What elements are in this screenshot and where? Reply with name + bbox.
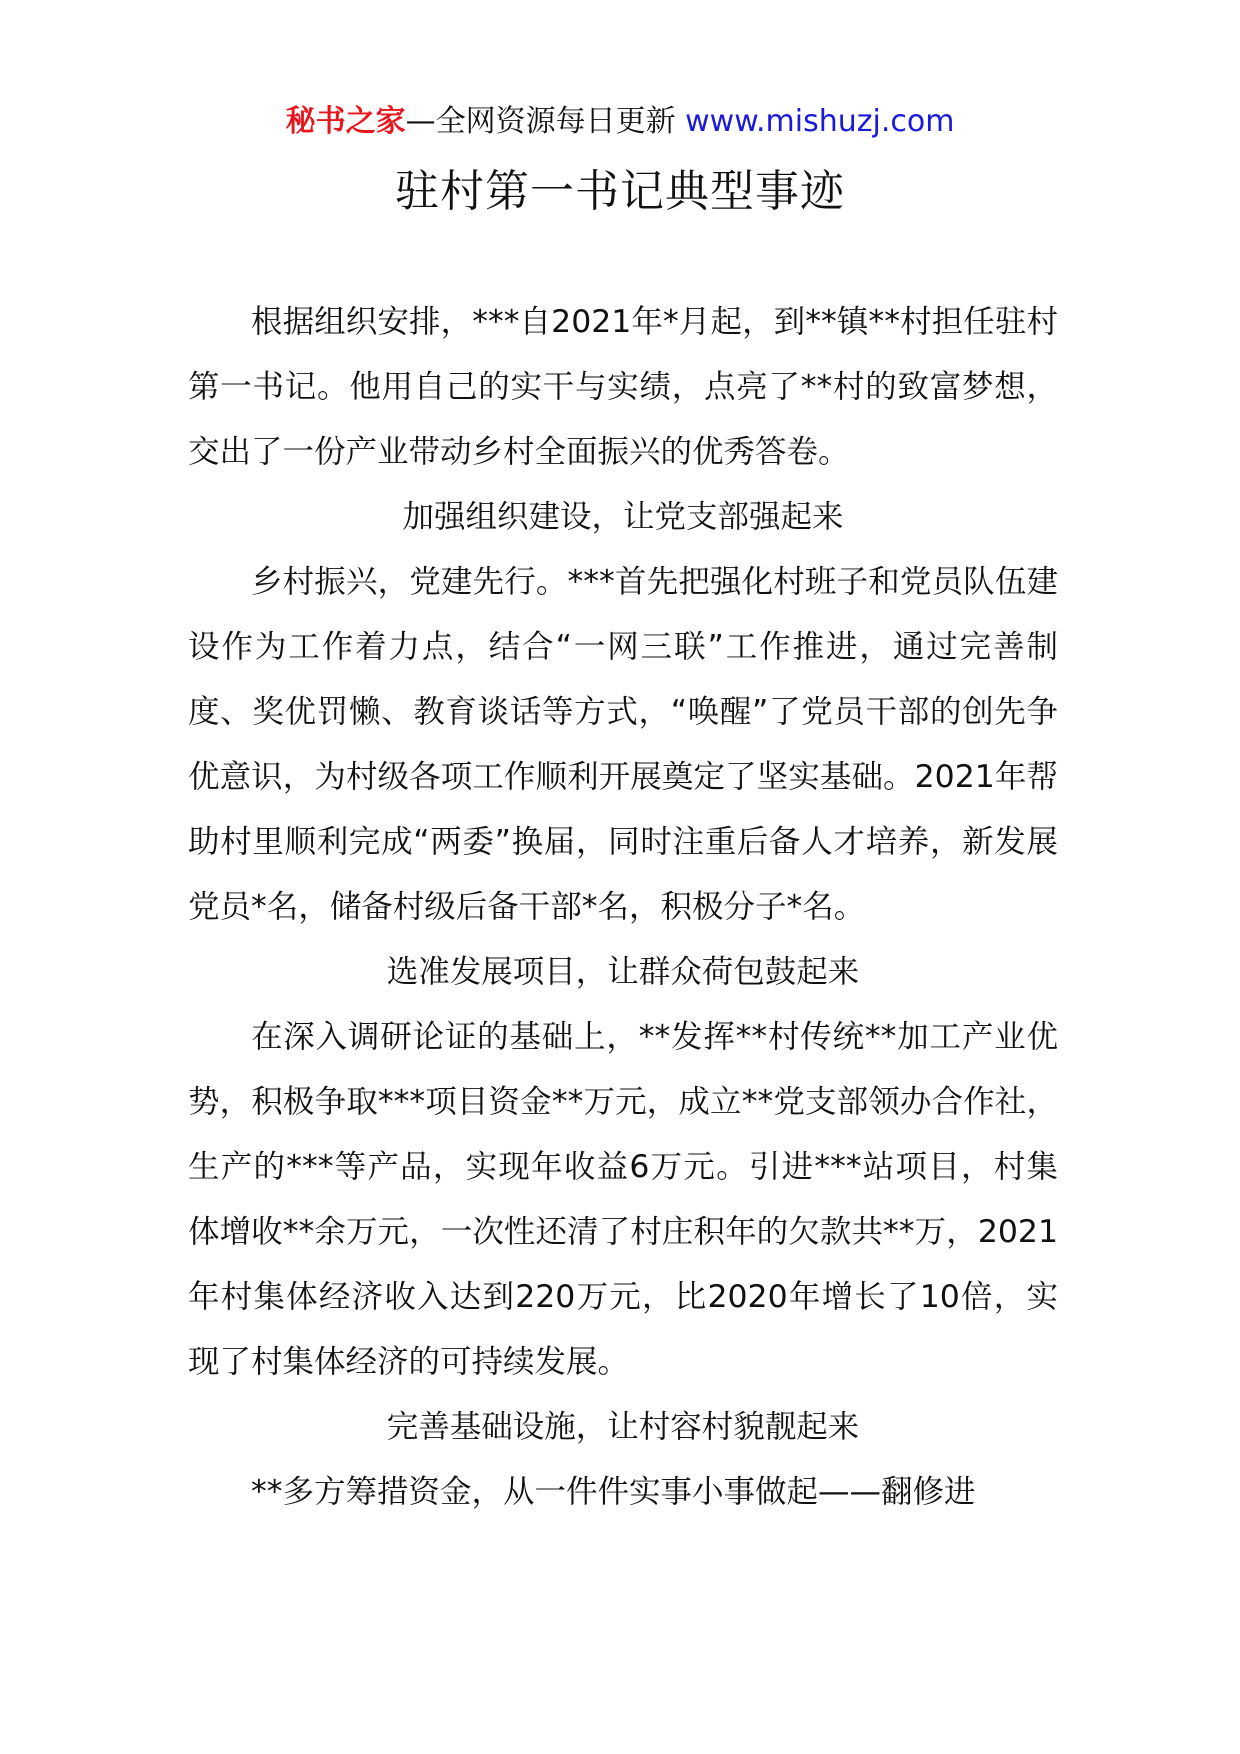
site-url-link[interactable]: www.mishuzj.com [685,104,955,139]
paragraph-projects: 在深入调研论证的基础上，**发挥**村传统**加工产业优势，积极争取***项目资金**万元，成立**党支部领办合作社，生产的***等产品，实现年收益6万元。引进***站项目，村集体增收**余万元，一次性还清了村庄积年的欠款共**万，2021年村集体经济收入达到220万元，比2020年增长了10倍，实现了村集体经济的可持续发展。 [188,1019,1058,1380]
document-title: 驻村第一书记典型事迹 [395,166,845,217]
brand-name: 秘书之家 [285,104,406,139]
header-banner [0,100,1240,144]
paragraph-intro: 根据组织安排，***自2021年*月起，到**镇**村担任驻村第一书记。他用自己的实干与实绩，点亮了**村的致富梦想，交出了一份产业带动乡村全面振兴的优秀答卷。 [188,304,1058,470]
document-body [188,290,1058,1525]
section-heading-infrastructure: 完善基础设施，让村容村貌靓起来 [386,1409,860,1445]
paragraph-infrastructure: **多方筹措资金，从一件件实事小事做起——翻修进 [251,1474,976,1510]
header-tagline: —全网资源每日更新 [405,104,686,139]
section-heading-organization: 加强组织建设，让党支部强起来 [402,499,844,535]
paragraph-organization: 乡村振兴，党建先行。***首先把强化村班子和党员队伍建设作为工作着力点，结合“一网三联”工作推进，通过完善制度、奖优罚懒、教育谈话等方式，“唤醒”了党员干部的创先争优意识，为村级各项工作顺利开展奠定了坚实基础。2021年帮助村里顺利完成“两委”换届，同时注重后备人才培养，新发展党员*名，储备村级后备干部*名，积极分子*名。 [188,564,1058,925]
section-heading-projects: 选准发展项目，让群众荷包鼓起来 [386,954,860,990]
